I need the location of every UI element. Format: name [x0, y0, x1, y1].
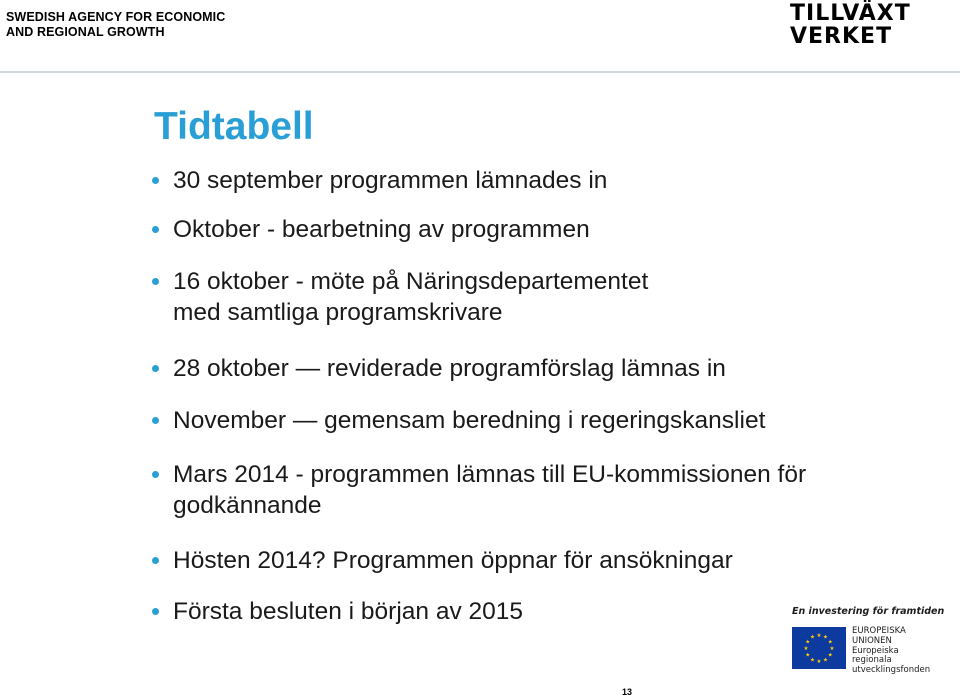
- eu-star-icon: ★: [829, 646, 835, 652]
- logo-line1: TILLVÄXT: [790, 1, 911, 26]
- bullet-icon: [152, 417, 159, 424]
- eu-label-line: regionala: [852, 655, 892, 666]
- eu-label-line: Europeiska: [852, 645, 899, 656]
- eu-star-icon: ★: [823, 634, 828, 641]
- slide-title: Tidtabell: [154, 105, 314, 148]
- eu-tagline: En investering för framtiden: [792, 606, 945, 617]
- bullet-icon: [152, 226, 159, 233]
- eu-star-icon: ★: [823, 657, 828, 664]
- eu-star-icon: ★: [805, 639, 811, 646]
- bullet-text: November — gemensam beredning i regeringskansliet: [173, 407, 766, 434]
- eu-star-icon: ★: [810, 657, 815, 664]
- eu-star-icon: ★: [810, 634, 815, 641]
- bullet-text: 16 oktober - möte på Näringsdepartementet: [173, 268, 649, 295]
- agency-name: [6, 10, 225, 40]
- bullet-text: 28 oktober — reviderade programförslag lämnas in: [173, 355, 726, 382]
- agency-name-line2: AND REGIONAL GROWTH: [6, 25, 165, 39]
- eu-star-icon: ★: [827, 652, 833, 659]
- bullet-icon: [152, 177, 159, 184]
- eu-label-line: EUROPEISKA: [852, 626, 906, 636]
- bullet-text: Hösten 2014? Programmen öppnar för ansökningar: [173, 547, 733, 574]
- bullet-text-continued: med samtliga programskrivare: [173, 299, 503, 326]
- bullet-item: [152, 459, 806, 521]
- eu-star-icon: ★: [816, 659, 822, 665]
- eu-label: [852, 627, 930, 676]
- bullet-text: 30 september programmen lämnades in: [173, 167, 608, 194]
- page-number: 13: [622, 687, 633, 697]
- header-divider: [0, 71, 960, 73]
- bullet-icon: [152, 278, 159, 285]
- bullet-text: Mars 2014 - programmen lämnas till EU-kommissionen för: [173, 461, 807, 488]
- bullet-text: Oktober - bearbetning av programmen: [173, 216, 590, 243]
- eu-star-icon: ★: [803, 646, 809, 652]
- logo-line2: VERKET: [790, 24, 893, 49]
- eu-star-icon: ★: [827, 639, 833, 646]
- eu-star-icon: ★: [816, 633, 822, 639]
- bullet-icon: [152, 471, 159, 478]
- bullet-text: Första besluten i början av 2015: [173, 598, 524, 625]
- tillvaxtverket-logo: [790, 3, 915, 53]
- bullet-icon: [152, 608, 159, 615]
- eu-label-line: utvecklingsfonden: [852, 665, 931, 676]
- bullet-item: [152, 596, 523, 627]
- bullet-item: [152, 165, 607, 196]
- bullet-item: [152, 353, 726, 384]
- bullet-item: [152, 266, 648, 328]
- bullet-text-continued: godkännande: [173, 492, 322, 519]
- eu-label-line: UNIONEN: [852, 635, 892, 646]
- bullet-item: [152, 545, 733, 576]
- bullet-item: [152, 405, 765, 436]
- bullet-item: [152, 214, 590, 245]
- agency-name-line1: SWEDISH AGENCY FOR ECONOMIC: [6, 10, 226, 24]
- bullet-icon: [152, 365, 159, 372]
- bullet-icon: [152, 557, 159, 564]
- eu-star-icon: ★: [805, 652, 811, 659]
- eu-flag-icon: [792, 627, 846, 669]
